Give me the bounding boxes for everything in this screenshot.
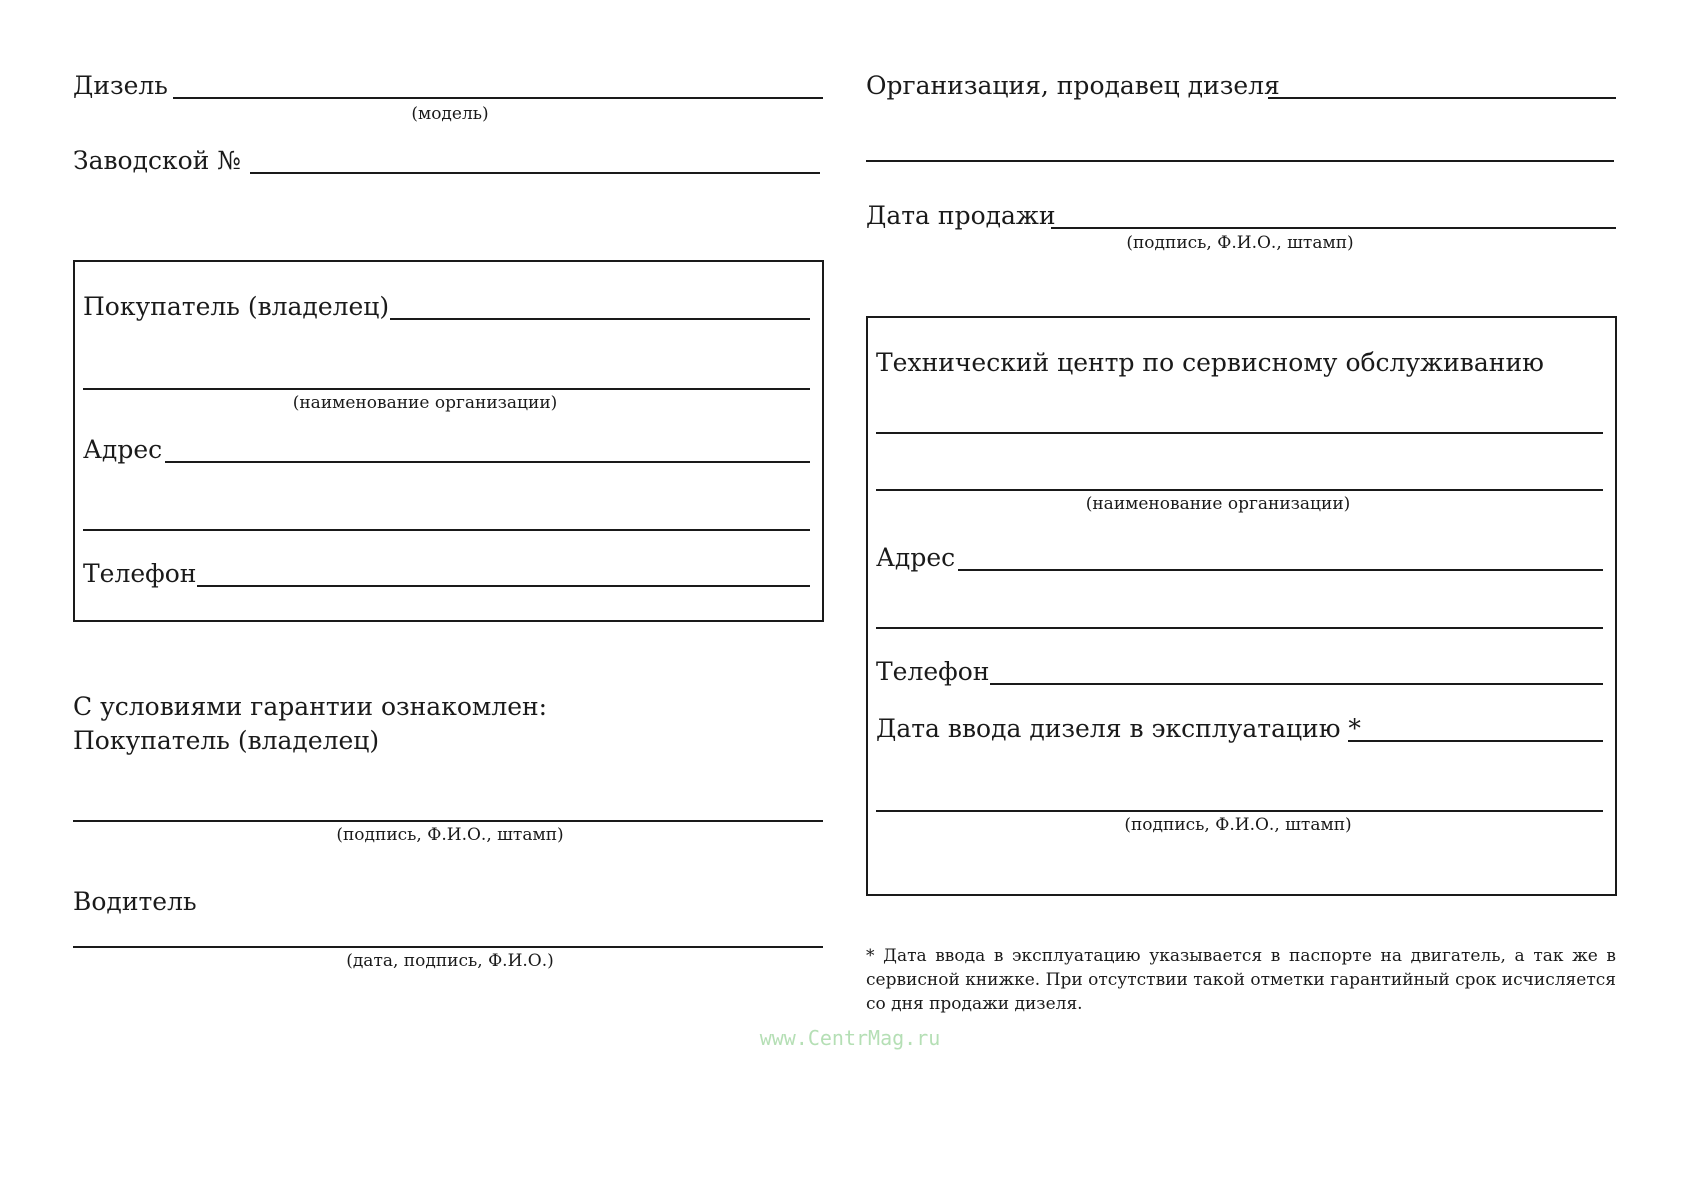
serial-number-line[interactable] bbox=[250, 172, 820, 174]
service-center-title: Технический центр по сервисному обслуживанию bbox=[876, 348, 1544, 377]
buyer-org-line[interactable] bbox=[83, 388, 810, 390]
service-signature-caption: (подпись, Ф.И.О., штамп) bbox=[1124, 815, 1352, 835]
service-signature-line[interactable] bbox=[876, 810, 1603, 812]
watermark: www.CentrMag.ru bbox=[759, 1026, 941, 1050]
driver-caption: (дата, подпись, Ф.И.О.) bbox=[346, 951, 554, 971]
driver-label: Водитель bbox=[73, 887, 197, 916]
sale-date-label: Дата продажи bbox=[866, 201, 1056, 230]
seller-line-2[interactable] bbox=[866, 160, 1614, 162]
acknowledge-text: С условиями гарантии ознакомлен: bbox=[73, 692, 548, 721]
acknowledge-buyer-label: Покупатель (владелец) bbox=[73, 726, 380, 755]
seller-label: Организация, продавец дизеля bbox=[866, 71, 1280, 100]
commission-date-line[interactable] bbox=[1348, 740, 1603, 742]
buyer-label: Покупатель (владелец) bbox=[83, 292, 390, 321]
commission-date-label: Дата ввода дизеля в эксплуатацию * bbox=[876, 714, 1361, 743]
diesel-label: Дизель bbox=[73, 71, 168, 100]
service-phone-label: Телефон bbox=[876, 657, 990, 686]
buyer-address-line-2[interactable] bbox=[83, 529, 810, 531]
service-org-caption: (наименование организации) bbox=[1085, 494, 1351, 514]
buyer-line[interactable] bbox=[390, 318, 810, 320]
driver-signature-line[interactable] bbox=[73, 946, 823, 948]
service-address-label: Адрес bbox=[876, 543, 956, 572]
seller-line[interactable] bbox=[1268, 97, 1616, 99]
footnote: * Дата ввода в эксплуатацию указывается в паспорте на двигатель, а так же в сервисной книжке. При отсутствии такой отметки гарантийный срок исчисляется со дня продажи дизеля. bbox=[866, 946, 1616, 1014]
service-org-line-2[interactable] bbox=[876, 489, 1603, 491]
model-caption: (модель) bbox=[411, 104, 489, 124]
buyer-address-label: Адрес bbox=[83, 435, 163, 464]
buyer-signature-caption: (подпись, Ф.И.О., штамп) bbox=[336, 825, 564, 845]
buyer-address-line[interactable] bbox=[165, 461, 810, 463]
service-address-line[interactable] bbox=[958, 569, 1603, 571]
serial-number-label: Заводской № bbox=[73, 146, 241, 175]
sale-date-line[interactable] bbox=[1051, 227, 1616, 229]
diesel-model-line[interactable] bbox=[173, 97, 823, 99]
service-address-line-2[interactable] bbox=[876, 627, 1603, 629]
service-center-box bbox=[866, 316, 1617, 896]
buyer-signature-line[interactable] bbox=[73, 820, 823, 822]
buyer-org-caption: (наименование организации) bbox=[292, 393, 558, 413]
buyer-box bbox=[73, 260, 824, 622]
sale-caption: (подпись, Ф.И.О., штамп) bbox=[1126, 233, 1354, 253]
service-phone-line[interactable] bbox=[990, 683, 1603, 685]
service-org-line[interactable] bbox=[876, 432, 1603, 434]
buyer-phone-label: Телефон bbox=[83, 559, 197, 588]
buyer-phone-line[interactable] bbox=[197, 585, 810, 587]
